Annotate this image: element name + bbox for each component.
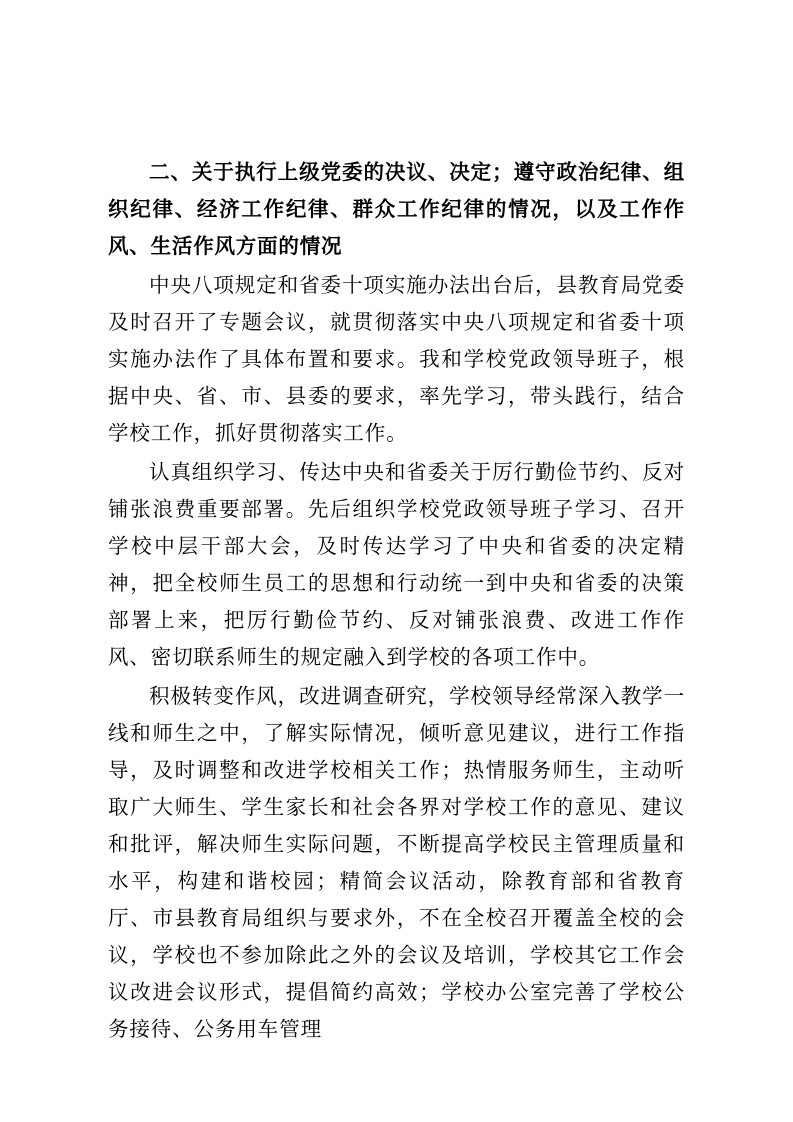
paragraph-implementation: 中央八项规定和省委十项实施办法出台后，县教育局党委及时召开了专题会议，就贯彻落实中央八项规定和省委十项实施办法作了具体布置和要求。我和学校党政领导班子，根据中央、省、市、县委的要求，率先学习，带头践行，结合学校工作，抓好贯彻落实工作。 <box>108 273 685 445</box>
paragraph-study: 认真组织学习、传达中央和省委关于厉行勤俭节约、反对铺张浪费重要部署。先后组织学校党政领导班子学习、召开学校中层干部大会，及时传达学习了中央和省委的决定精神，把全校师生员工的思想和行动统一到中央和省委的决策部署上来，把厉行勤俭节约、反对铺张浪费、改进工作作风、密切联系师生的规定融入到学校的各项工作中。 <box>108 460 685 669</box>
paragraph-work-style: 积极转变作风，改进调查研究，学校领导经常深入教学一线和师生之中，了解实际情况，倾听意见建议，进行工作指导，及时调整和改进学校相关工作；热情服务师生，主动听取广大师生、学生家长和社会各界对学校工作的意见、建议和批评，解决师生实际问题，不断提高学校民主管理质量和水平，构建和谐校园；精简会议活动，除教育部和省教育厅、市县教育局组织与要求外，不在全校召开覆盖全校的会议，学校也不参加除此之外的会议及培训，学校其它工作会议改进会议形式，提倡简约高效；学校办公室完善了学校公务接待、公务用车管理 <box>108 684 685 1041</box>
section-heading: 二、关于执行上级党委的决议、决定；遵守政治纪律、组织纪律、经济工作纪律、群众工作纪律的情况，以及工作作风、生活作风方面的情况 <box>108 160 685 258</box>
